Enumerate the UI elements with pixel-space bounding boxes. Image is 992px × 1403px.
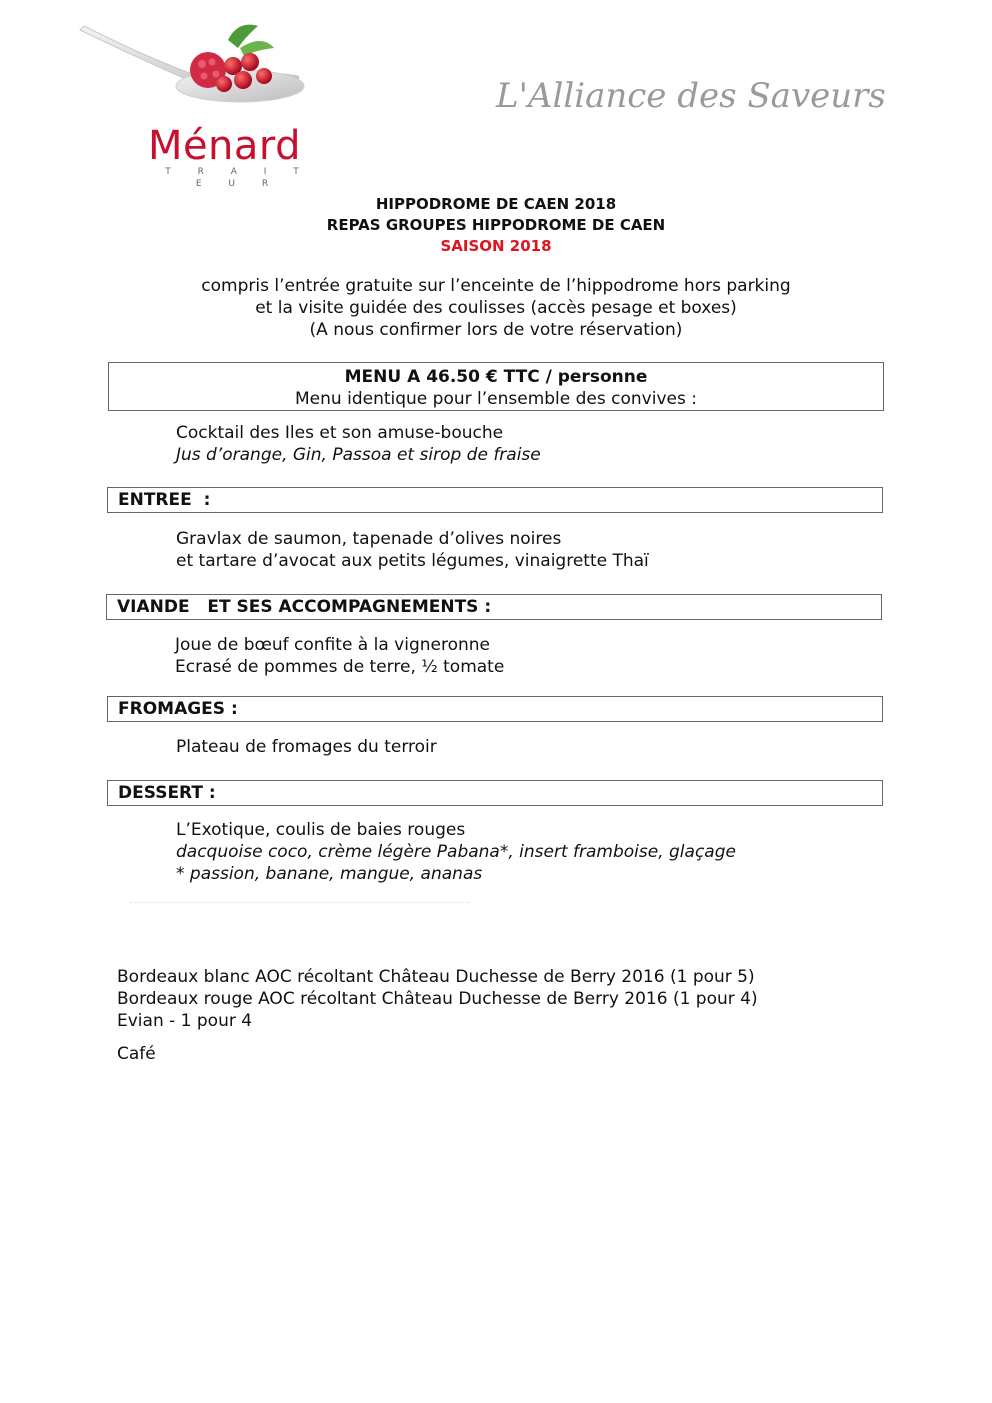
entree-line-1: Gravlax de saumon, tapenade d’olives noires: [176, 529, 562, 549]
viande-line-1: Joue de bœuf confite à la vigneronne: [175, 635, 491, 655]
menu-subtitle: Menu identique pour l’ensemble des convives :: [295, 389, 697, 409]
season-label: SAISON 2018: [440, 237, 552, 255]
intro-line-1: compris l’entrée gratuite sur l’enceinte de l’hippodrome hors parking: [201, 276, 791, 296]
divider: [130, 902, 470, 907]
title-line-1: HIPPODROME DE CAEN 2018: [375, 195, 617, 213]
section-dessert-label: DESSERT :: [118, 783, 216, 803]
section-viande-label: VIANDE ET SES ACCOMPAGNEMENTS :: [117, 597, 492, 617]
dessert-detail-2: * passion, banane, mangue, ananas: [176, 864, 483, 884]
entree-line-2: et tartare d’avocat aux petits légumes, vinaigrette Thaï: [176, 551, 649, 571]
cocktail-detail: Jus d’orange, Gin, Passoa et sirop de fraise: [176, 445, 541, 465]
section-entree-header: [107, 487, 883, 513]
drink-line-3: Evian - 1 pour 4: [117, 1011, 253, 1031]
dessert-detail-1: dacquoise coco, crème légère Pabana*, insert framboise, glaçage: [176, 842, 736, 862]
fromages-line-1: Plateau de fromages du terroir: [176, 737, 437, 757]
dessert-line-1: L’Exotique, coulis de baies rouges: [176, 820, 466, 840]
section-viande-header: [106, 594, 882, 620]
company-tagline: T R A I T E U R: [165, 167, 311, 189]
cocktail-name: Cocktail des Iles et son amuse-bouche: [176, 423, 504, 443]
intro-line-3: (A nous confirmer lors de votre réservation): [309, 320, 683, 340]
company-name: Ménard: [147, 123, 302, 169]
drink-line-1: Bordeaux blanc AOC récoltant Château Duchesse de Berry 2016 (1 pour 5): [117, 967, 755, 987]
coffee-line: Café: [117, 1044, 156, 1064]
section-dessert-header: [107, 780, 883, 806]
title-line-2: REPAS GROUPES HIPPODROME DE CAEN: [326, 216, 666, 234]
intro-line-2: et la visite guidée des coulisses (accès pesage et boxes): [255, 298, 737, 318]
drink-line-2: Bordeaux rouge AOC récoltant Château Duchesse de Berry 2016 (1 pour 4): [117, 989, 758, 1009]
viande-line-2: Ecrasé de pommes de terre, ½ tomate: [175, 657, 505, 677]
section-entree-label: ENTREE :: [118, 490, 211, 510]
section-fromages-header: [107, 696, 883, 722]
menu-header-box: [108, 362, 884, 411]
section-fromages-label: FROMAGES :: [118, 699, 238, 719]
menu-price-title: MENU A 46.50 € TTC / personne: [344, 367, 648, 387]
slogan: L'Alliance des Saveurs: [496, 76, 886, 116]
